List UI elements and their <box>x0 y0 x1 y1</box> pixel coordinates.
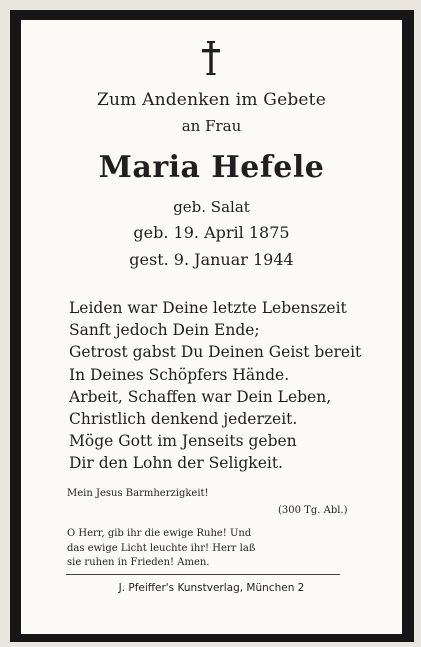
prayer-line: O Herr, gib ihr die ewige Ruhe! Und <box>67 528 252 539</box>
poem-line: Getrost gabst Du Deinen Geist bereit <box>69 343 362 362</box>
maiden-name: geb. Salat <box>173 198 250 216</box>
prayer-line: das ewige Licht leuchte ihr! Herr laß <box>67 542 256 554</box>
prayer-line: sie ruhen in Frieden! Amen. <box>67 557 210 568</box>
poem-line: Arbeit, Schaffen war Dein Leben, <box>69 387 332 406</box>
subheading: an Frau <box>181 117 242 135</box>
poem-line: Leiden war Deine letzte Lebenszeit <box>69 299 347 317</box>
short-prayer: Mein Jesus Barmherzigkeit! <box>67 488 209 499</box>
poem-line: Sanft jedoch Dein Ende; <box>69 321 260 340</box>
divider-line <box>66 574 340 575</box>
death-date: gest. 9. Januar 1944 <box>129 250 294 269</box>
birth-date: geb. 19. April 1875 <box>133 223 290 242</box>
card-paper <box>21 20 402 634</box>
deceased-name: Maria Hefele <box>98 150 325 185</box>
publisher-imprint: J. Pfeiffer's Kunstverlag, München 2 <box>118 582 305 594</box>
poem-line: Dir den Lohn der Seligkeit. <box>69 454 283 473</box>
memorial-poem <box>69 297 389 475</box>
cross-icon <box>201 41 221 75</box>
eternal-rest-prayer <box>67 527 357 571</box>
poem-line: Möge Gott im Jenseits geben <box>69 432 297 451</box>
poem-line: Christlich denkend jederzeit. <box>69 409 298 428</box>
poem-line: In Deines Schöpfers Hände. <box>69 365 290 384</box>
indulgence-note: (300 Tg. Abl.) <box>278 505 348 516</box>
memorial-heading: Zum Andenken im Gebete <box>97 90 326 110</box>
